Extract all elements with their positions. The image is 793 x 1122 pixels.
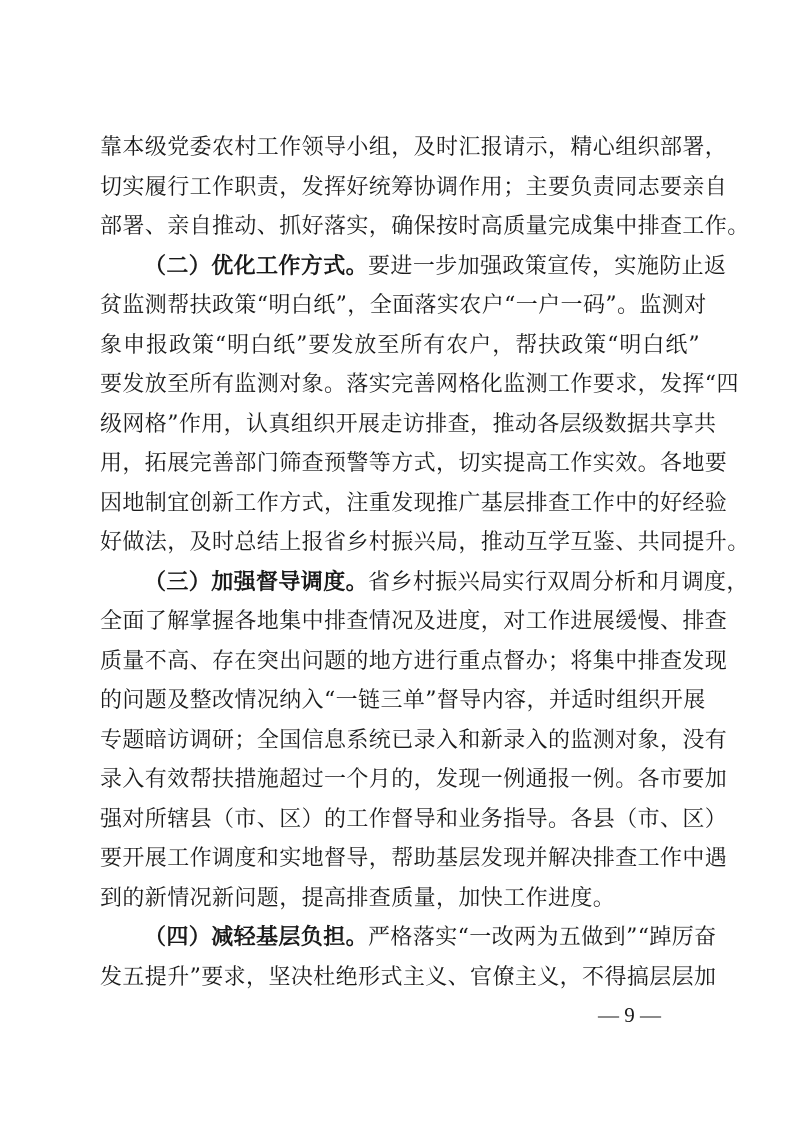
text-span: 严格落实“一改两为五做到”“踔厉奋	[368, 925, 717, 950]
text-line: 的问题及整改情况纳入“一链三单”督导内容，并适时组织开展	[100, 688, 706, 713]
text-line: 切实履行工作职责，发挥好统筹协调作用；主要负责同志要亲自	[100, 174, 728, 200]
document-body	[100, 128, 750, 997]
text-line: 好做法，及时总结上报省乡村振兴局，推动互学互鉴、共同提升。	[100, 530, 750, 555]
paragraph-3	[100, 563, 749, 919]
text-line: 要发放至所有监测对象。落实完善网格化监测工作要求，发挥“四	[100, 372, 739, 397]
text-line: 象申报政策“明白纸”要发放至所有农户，帮扶政策“明白纸”	[100, 332, 700, 358]
text-line	[100, 247, 727, 287]
text-line: 录入有效帮扶措施超过一个月的，发现一例通报一例。各市要加	[100, 767, 728, 792]
page-number: — 9 —	[598, 1003, 661, 1027]
paragraph-4	[100, 918, 717, 997]
text-span: 要进一步加强政策宣传，实施防止返	[368, 253, 727, 279]
text-line: 贫监测帮扶政策“明白纸”，全面落实农户“一户一码”。监测对	[100, 293, 707, 318]
text-line: 质量不高、存在突出问题的地方进行重点督办；将集中排查发现	[100, 648, 728, 674]
text-line: 靠本级党委农村工作领导小组，及时汇报请示，精心组织部署，	[100, 135, 728, 160]
section-heading: （四）减轻基层负担。	[144, 925, 369, 950]
text-line: 全面了解掌握各地集中排查情况及进度，对工作进展缓慢、排查	[100, 609, 728, 634]
text-line: 要开展工作调度和实地督导，帮助基层发现并解决排查工作中遇	[100, 846, 728, 871]
text-line: 因地制宜创新工作方式，注重发现推广基层排查工作中的好经验	[100, 490, 728, 516]
text-line	[100, 563, 749, 603]
paragraph-2	[100, 247, 750, 563]
section-heading: （三）加强督导调度。	[144, 569, 369, 595]
text-line: 级网格”作用，认真组织开展走访排查，推动各层级数据共享共	[100, 411, 717, 437]
text-line	[100, 918, 717, 958]
text-line: 用，拓展完善部门筛查预警等方式，切实提高工作实效。各地要	[100, 451, 728, 476]
text-line: 部署、亲自推动、抓好落实，确保按时高质量完成集中排查工作。	[100, 214, 750, 239]
section-heading: （二）优化工作方式。	[144, 253, 369, 279]
text-line: 强对所辖县（市、区）的工作督导和业务指导。各县（市、区）	[100, 806, 728, 832]
text-line: 专题暗访调研；全国信息系统已录入和新录入的监测对象，没有	[100, 727, 728, 753]
text-span: 省乡村振兴局实行双周分析和月调度，	[368, 569, 749, 595]
text-line: 发五提升”要求，坚决杜绝形式主义、官僚主义，不得搞层层加	[100, 964, 717, 990]
paragraph-1	[100, 128, 750, 247]
text-line: 到的新情况新问题，提高排查质量，加快工作进度。	[100, 885, 616, 911]
